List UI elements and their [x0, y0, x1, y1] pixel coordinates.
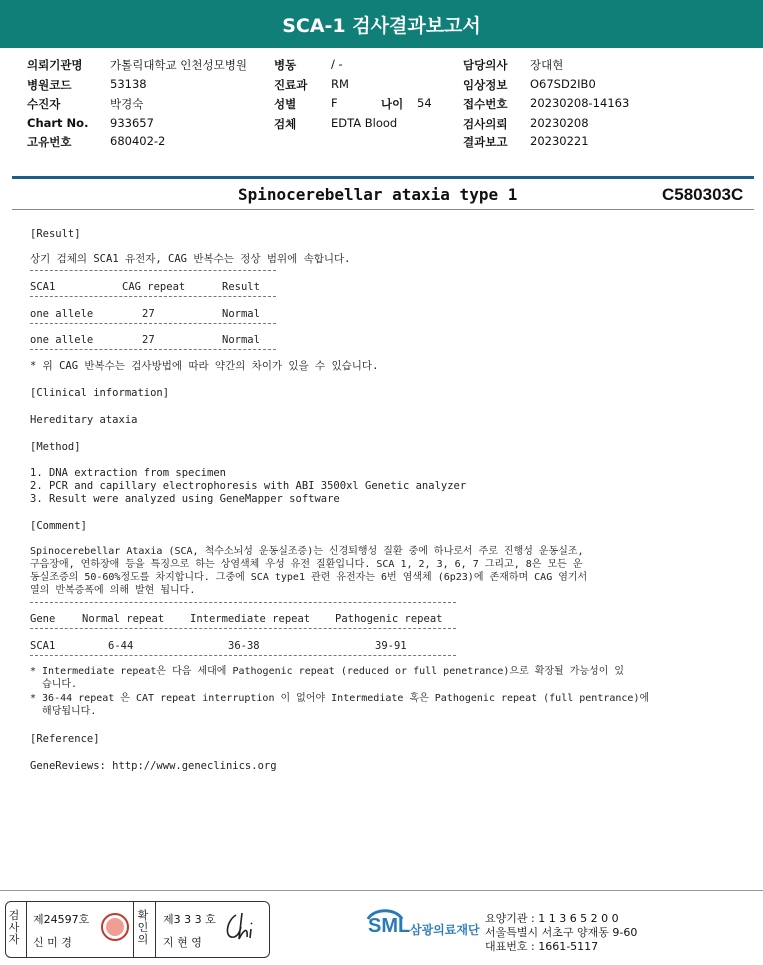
table-divider	[30, 655, 456, 656]
receipt-value: 20230208-14163	[530, 96, 630, 110]
header-divider	[12, 176, 754, 179]
request-label: 검사의뢰	[463, 117, 508, 131]
test-code: C580303C	[662, 185, 744, 204]
signature-divider	[26, 901, 27, 958]
comment-line: 열의 반복증폭에 의해 발현 됩니다.	[30, 585, 196, 596]
repeat-col-intermediate: Intermediate repeat	[190, 613, 311, 625]
sex-label: 성별	[274, 97, 297, 111]
repeat-row-normal: 6-44	[108, 640, 134, 652]
method-heading: [Method]	[30, 441, 81, 453]
method-step: 3. Result were analyzed using GeneMapper software	[30, 493, 340, 505]
repeat-row-gene: SCA1	[30, 640, 56, 652]
checker-name: 지 현 영	[163, 936, 202, 949]
age-label: 나이	[381, 97, 404, 111]
inspector-label: 검사자	[8, 909, 20, 946]
comment-line: 구음장애, 연하장애 등을 특징으로 하는 상염색체 우성 유전 질환입니다. SCA 1, 2, 3, 6, 7 그리고, 8은 모든 운	[30, 559, 583, 570]
repeat-col-normal: Normal repeat	[82, 613, 165, 625]
clinical-text: Hereditary ataxia	[30, 414, 138, 426]
table-divider	[30, 602, 456, 603]
inspector-name: 신 미 경	[33, 936, 72, 949]
table-divider	[30, 349, 276, 350]
comment-line: Spinocerebellar Ataxia (SCA, 척수소뇌성 운동실조증)는 신경퇴행성 질환 중에 하나로서 주로 진행성 운동실조,	[30, 546, 584, 557]
age-value: 54	[417, 96, 432, 110]
report-date-value: 20230221	[530, 134, 589, 148]
clinical-label: 임상정보	[463, 78, 508, 92]
checker-number: 제3 3 3 호	[163, 913, 216, 926]
result-col-result: Result	[222, 281, 260, 293]
request-value: 20230208	[530, 116, 589, 130]
ward-value: / -	[331, 57, 343, 71]
unique-value: 680402-2	[110, 134, 166, 148]
table-divider	[30, 323, 276, 324]
address: 서울특별시 서초구 양재동 9-60	[485, 926, 638, 939]
table-divider	[30, 270, 276, 271]
result-row-allele: one allele	[30, 308, 94, 320]
dept-value: RM	[331, 77, 349, 91]
method-step: 1. DNA extraction from specimen	[30, 467, 226, 479]
inspector-number: 제24597호	[33, 913, 90, 926]
institution-value: 가톨릭대학교 인천성모병원	[110, 58, 247, 72]
chart-value: 933657	[110, 116, 154, 130]
result-note: * 위 CAG 반복수는 검사방법에 따라 약간의 차이가 있을 수 있습니다.	[30, 360, 379, 372]
foundation-name: 삼광의료재단	[410, 923, 480, 937]
checker-label: 확인의	[137, 909, 149, 946]
sml-logo: SML	[368, 915, 411, 937]
phone: 대표번호 : 1661-5117	[485, 940, 599, 953]
repeat-col-pathogenic: Pathogenic repeat	[335, 613, 443, 625]
receipt-label: 접수번호	[463, 97, 508, 111]
signature-divider	[133, 901, 134, 958]
clinical-heading: [Clinical information]	[30, 387, 170, 399]
patient-value: 박경숙	[110, 97, 144, 111]
result-row-cag: 27	[142, 334, 155, 346]
comment-note: 습니다.	[30, 679, 78, 690]
result-col-cag: CAG repeat	[122, 281, 186, 293]
result-row-result: Normal	[222, 308, 260, 320]
repeat-col-gene: Gene	[30, 613, 56, 625]
table-divider	[30, 628, 456, 629]
result-summary: 상기 검체의 SCA1 유전자, CAG 반복수는 정상 범위에 속합니다.	[30, 253, 351, 265]
method-step: 2. PCR and capillary electrophoresis with ABI 3500xl Genetic analyzer	[30, 480, 467, 492]
reference-heading: [Reference]	[30, 733, 100, 745]
comment-note: 해당됩니다.	[30, 706, 97, 717]
report-date-label: 결과보고	[463, 135, 508, 149]
footer-divider	[0, 890, 763, 891]
ward-label: 병동	[274, 58, 297, 72]
dept-label: 진료과	[274, 78, 308, 92]
institution-label: 의뢰기관명	[27, 58, 83, 72]
hospital-code-label: 병원코드	[27, 78, 72, 92]
table-divider	[30, 296, 276, 297]
result-row-cag: 27	[142, 308, 155, 320]
unique-label: 고유번호	[27, 135, 72, 149]
inspector-seal-icon	[101, 913, 129, 941]
signature-divider	[155, 901, 156, 958]
comment-note: * 36-44 repeat 은 CAT repeat interruption 이 없어야 Intermediate 혹은 Pathogenic repeat (full pentrance)에	[30, 693, 650, 704]
signature-icon	[222, 909, 262, 945]
doctor-label: 담당의사	[463, 58, 508, 72]
result-heading: [Result]	[30, 228, 81, 240]
comment-heading: [Comment]	[30, 520, 87, 532]
reference-text: GeneReviews: http://www.geneclinics.org	[30, 760, 277, 772]
result-row-result: Normal	[222, 334, 260, 346]
hospital-code-value: 53138	[110, 77, 147, 91]
comment-line: 동실조증의 50-60%정도를 차지합니다. 그중에 SCA type1 관련 유전자는 6번 염색체 (6p23)에 존재하며 CAG 염기서	[30, 572, 588, 583]
result-col-gene: SCA1	[30, 281, 56, 293]
chart-label: Chart No.	[27, 116, 89, 130]
report-title: SCA-1 검사결과보고서	[282, 14, 481, 37]
doctor-value: 장대현	[530, 58, 564, 72]
test-name: Spinocerebellar ataxia type 1	[238, 185, 518, 204]
repeat-row-intermediate: 36-38	[228, 640, 260, 652]
result-row-allele: one allele	[30, 334, 94, 346]
specimen-value: EDTA Blood	[331, 116, 398, 130]
clinical-value: O67SD2IB0	[530, 77, 596, 91]
care-number: 요양기관 : 1 1 3 6 5 2 0 0	[485, 912, 619, 925]
specimen-label: 검체	[274, 117, 297, 131]
sex-value: F	[331, 96, 338, 110]
report-title-banner	[0, 0, 763, 48]
comment-note: * Intermediate repeat은 다음 세대에 Pathogenic repeat (reduced or full penetrance)으로 확장될 가능성이 있	[30, 666, 625, 677]
patient-label: 수진자	[27, 97, 61, 111]
repeat-row-pathogenic: 39-91	[375, 640, 407, 652]
